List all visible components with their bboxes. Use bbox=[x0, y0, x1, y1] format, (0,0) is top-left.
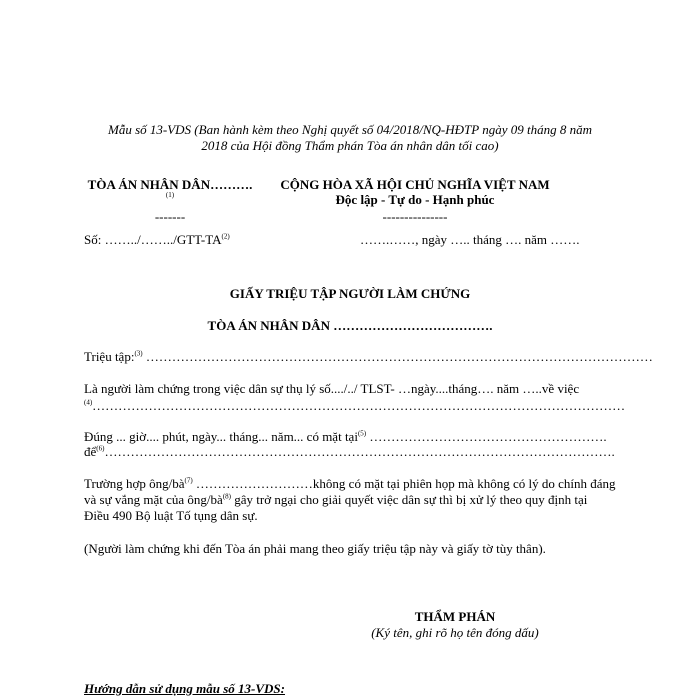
purpose-text: để bbox=[84, 444, 97, 459]
case-line1 bbox=[84, 476, 615, 492]
court-divider: ------- bbox=[154, 209, 186, 224]
signature-role: THẨM PHÁN bbox=[414, 609, 496, 624]
usage-guide-heading: Hướng dẫn sử dụng mẫu số 13-VDS: bbox=[84, 681, 285, 696]
document-number-text: Số: ……../……../GTT-TA bbox=[84, 232, 222, 247]
summon-note: (3) bbox=[134, 349, 143, 358]
form-reference-line1: Mẫu số 13-VDS (Ban hành kèm theo Nghị quyết số 04/2018/NQ-HĐTP ngày 09 tháng 8 năm bbox=[108, 122, 592, 137]
time-text: Đúng ... giờ.... phút, ngày... tháng... năm... có mặt tại bbox=[84, 429, 358, 444]
witness-dots: …………………………………………………………………………………………………………… bbox=[92, 398, 626, 413]
purpose-note: (6) bbox=[96, 444, 105, 453]
summon-dots: ……………………………………………………………………………………………………… bbox=[142, 349, 653, 364]
time-line bbox=[84, 429, 607, 445]
case-line2-b: gây trở ngại cho giải quyết việc dân sự thì bị xử lý theo quy định tại bbox=[230, 492, 588, 507]
witness-line: Là người làm chứng trong việc dân sự thụ lý số..../../ TLST- …ngày....tháng…. năm …..về việc bbox=[84, 381, 580, 396]
court-note: (1) bbox=[165, 191, 175, 199]
purpose-line bbox=[84, 444, 615, 460]
case-line2-a: và sự vắng mặt của ông/bà bbox=[84, 492, 223, 507]
document-title: GIẤY TRIỆU TẬP NGƯỜI LÀM CHỨNG bbox=[229, 286, 471, 301]
date-line: …….……, ngày ….. tháng …. năm ……. bbox=[360, 232, 580, 247]
purpose-dots: ………………………………………………………………………………………………………. bbox=[104, 444, 615, 459]
case-line1-b: ………………………không có mặt tại phiên họp mà không có lý do chính đáng bbox=[192, 476, 616, 491]
case-line1-a: Trường hợp ông/bà bbox=[84, 476, 185, 491]
case-line2-note: (8) bbox=[222, 492, 231, 501]
court-name: TÒA ÁN NHÂN DÂN………. bbox=[87, 177, 253, 192]
summon-label: Triệu tập: bbox=[84, 349, 135, 364]
case-line3: Điều 490 Bộ luật Tố tụng dân sự. bbox=[84, 508, 258, 523]
witness-line2 bbox=[84, 398, 625, 414]
signature-instruction: (Ký tên, ghi rõ họ tên đóng dấu) bbox=[371, 625, 539, 640]
document-number bbox=[84, 232, 230, 248]
reminder-line: (Người làm chứng khi đến Tòa án phải mang theo giấy triệu tập này và giấy tờ tùy thân). bbox=[84, 541, 546, 556]
time-note: (5) bbox=[357, 429, 367, 438]
case-line2 bbox=[84, 492, 587, 508]
nation-motto: Độc lập - Tự do - Hạnh phúc bbox=[335, 192, 495, 207]
witness-note: (4) bbox=[84, 398, 93, 407]
nation-name: CỘNG HÒA XÃ HỘI CHỦ NGHĨA VIỆT NAM bbox=[280, 177, 550, 192]
nation-divider: --------------- bbox=[382, 209, 448, 224]
time-dots: ………………………………………………. bbox=[366, 429, 607, 444]
form-reference-line2: 2018 của Hội đồng Thẩm phán Tòa án nhân dân tối cao) bbox=[201, 138, 499, 153]
case-line1-note: (7) bbox=[184, 476, 193, 485]
document-subtitle: TÒA ÁN NHÂN DÂN ………………………………. bbox=[207, 318, 493, 333]
summon-line bbox=[84, 349, 653, 365]
document-number-note: (2) bbox=[221, 232, 230, 241]
